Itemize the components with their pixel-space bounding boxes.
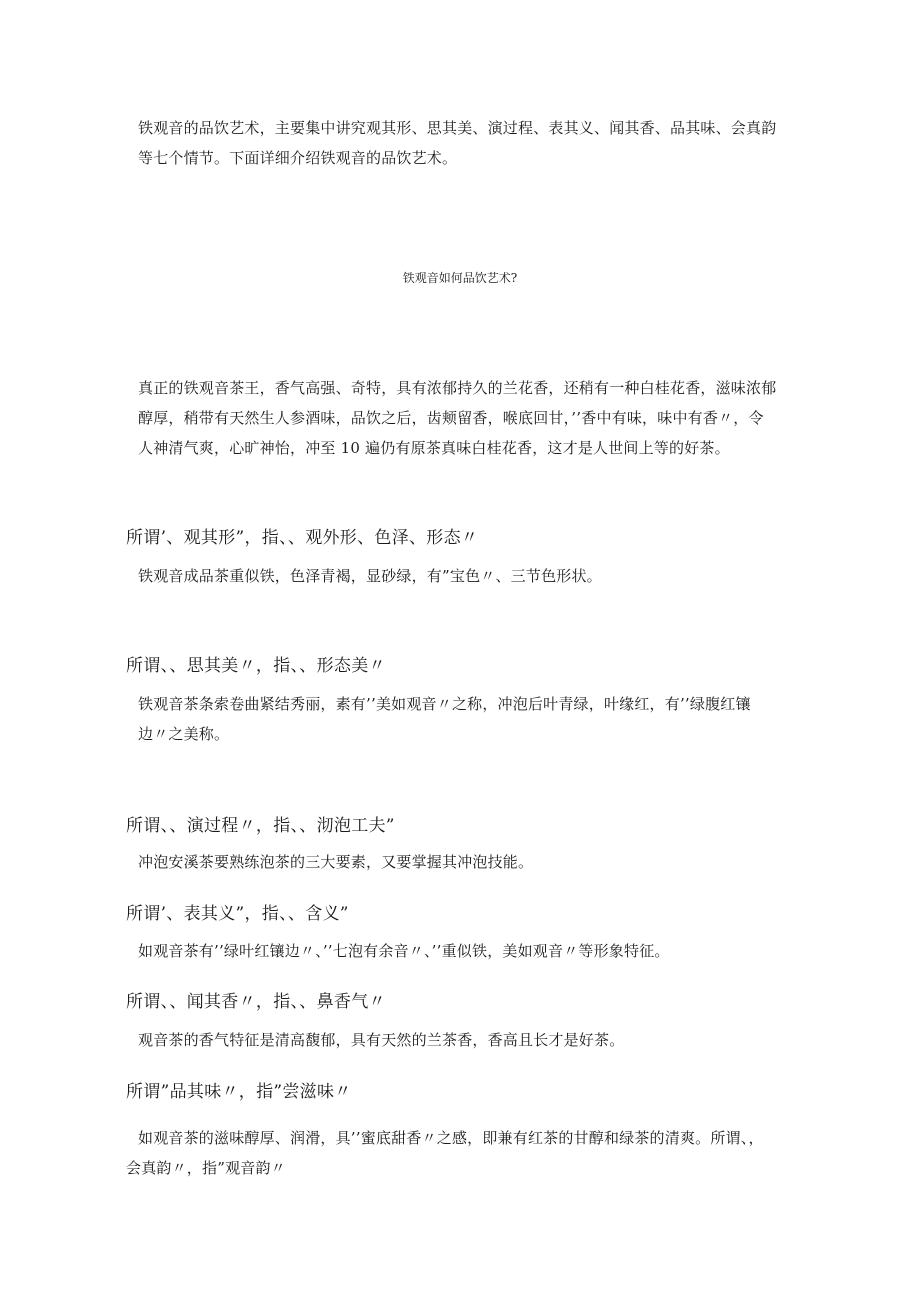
- section-body-si-qi-mei: [138, 689, 751, 749]
- section-heading-guan-qi-xing: 所谓’、观其形”，指、、观外形、色泽、形态〃: [126, 528, 479, 548]
- overview-line: 醇厚，稍带有天然生人参酒味，品饮之后，齿颊留香，喉底回甘，’’香中有味，味中有香〃，令: [138, 409, 764, 427]
- section-body-yan-guo-cheng: [138, 847, 533, 877]
- page-subtitle: 铁观音如何品饮艺术?: [402, 271, 518, 285]
- section-body-pin-qi-wei: [126, 1123, 764, 1183]
- section-line: 铁观音茶条索卷曲紧结秀丽，素有’’美如观音〃之称，冲泡后叶青绿，叶缘红，有’’绿腹红镶: [138, 695, 751, 713]
- section-heading-pin-qi-wei: 所谓”品其味〃，指”尝滋味〃: [126, 1082, 352, 1102]
- overview-line: 真正的铁观音茶王，香气高强、奇特，具有浓郁持久的兰花香，还稍有一种白桂花香，滋味浓郁: [138, 379, 777, 397]
- section-line: 边〃之美称。: [138, 725, 230, 743]
- section-line: 铁观音成品茶重似铁，色泽青褐，显砂绿，有”宝色〃、三节色形状。: [138, 567, 602, 585]
- section-line: 冲泡安溪茶要熟练泡茶的三大要素，又要掌握其冲泡技能。: [138, 853, 534, 871]
- intro-paragraph: [138, 113, 776, 173]
- section-heading-wen-qi-xiang: 所谓、、闻其香〃，指、、鼻香气〃: [126, 992, 386, 1012]
- section-line: 观音茶的香气特征是清高馥郁，具有天然的兰茶香，香高且长才是好茶。: [138, 1031, 625, 1049]
- section-line: 会真韵〃，指”观音韵〃: [126, 1159, 286, 1177]
- overview-line: 人神清气爽，心旷神怡，冲至 10 遍仍有原茶真味白桂花香，这才是人世间上等的好茶。: [138, 439, 730, 457]
- intro-line: 铁观音的品饮艺术，主要集中讲究观其形、思其美、演过程、表其义、闻其香、品其味、会真韵: [138, 119, 777, 137]
- section-line: 如观音茶有’’绿叶红镶边〃、’’七泡有余音〃、’’重似铁，美如观音〃等形象特征。: [138, 942, 670, 960]
- section-heading-yan-guo-cheng: 所谓、、演过程〃，指、、沏泡工夫”: [126, 816, 395, 836]
- section-body-guan-qi-xing: [138, 561, 602, 591]
- section-heading-biao-qi-yi: 所谓’、表其义”，指、、含义”: [126, 904, 349, 924]
- intro-line: 等七个情节。下面详细介绍铁观音的品饮艺术。: [138, 149, 458, 167]
- section-line: 如观音茶的滋味醇厚、润滑，具’’蜜底甜香〃之感，即兼有红茶的甘醇和绿茶的清爽。所谓、，: [138, 1129, 764, 1147]
- section-heading-si-qi-mei: 所谓、、思其美〃，指、、形态美〃: [126, 656, 386, 676]
- section-body-biao-qi-yi: [138, 936, 670, 966]
- section-body-wen-qi-xiang: [138, 1025, 624, 1055]
- overview-paragraph: [138, 373, 776, 463]
